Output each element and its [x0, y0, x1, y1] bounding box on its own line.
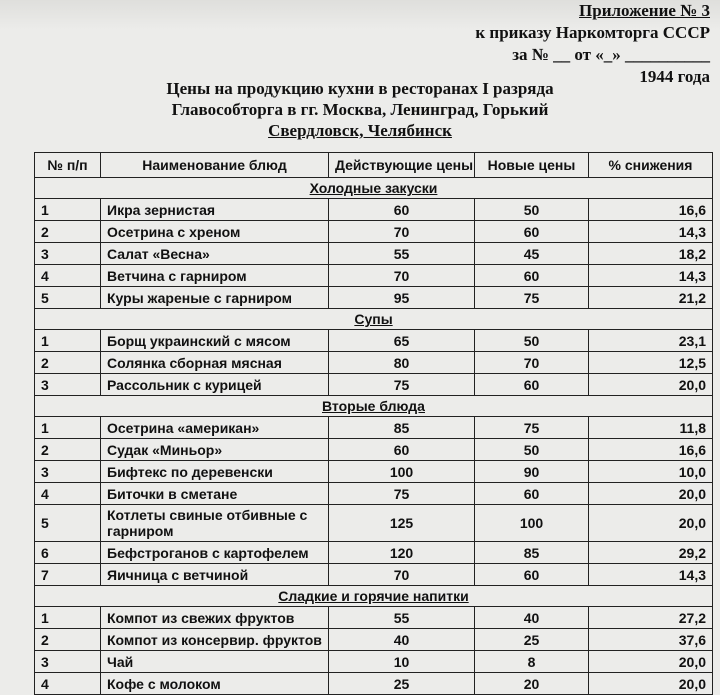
reduction-percent: 37,6 — [589, 629, 713, 651]
dish-name: Осетрина «американ» — [101, 417, 329, 439]
reduction-percent: 14,3 — [589, 564, 713, 586]
reduction-percent: 20,0 — [589, 673, 713, 695]
new-price: 50 — [475, 199, 589, 221]
new-price: 25 — [475, 629, 589, 651]
section-row — [35, 586, 713, 607]
reduction-percent: 12,5 — [589, 352, 713, 374]
reduction-percent: 11,8 — [589, 417, 713, 439]
row-number: 3 — [35, 243, 101, 265]
table-row — [35, 417, 713, 439]
new-price: 8 — [475, 651, 589, 673]
new-price: 75 — [475, 287, 589, 309]
dish-name: Судак «Миньор» — [101, 439, 329, 461]
new-price: 85 — [475, 542, 589, 564]
new-price: 100 — [475, 505, 589, 542]
current-price: 60 — [329, 199, 475, 221]
new-price: 60 — [475, 564, 589, 586]
table-row — [35, 651, 713, 673]
row-number: 2 — [35, 629, 101, 651]
dish-name: Чай — [101, 651, 329, 673]
current-price: 85 — [329, 417, 475, 439]
new-price: 40 — [475, 607, 589, 629]
row-number: 6 — [35, 542, 101, 564]
column-header: % снижения — [589, 153, 713, 178]
title-line-2: Главособторга в гг. Москва, Ленинград, Горький — [171, 100, 549, 119]
row-number: 5 — [35, 287, 101, 309]
row-number: 1 — [35, 199, 101, 221]
current-price: 75 — [329, 374, 475, 396]
dish-name: Биточки в сметане — [101, 483, 329, 505]
row-number: 3 — [35, 651, 101, 673]
table-row — [35, 607, 713, 629]
reduction-percent: 16,6 — [589, 199, 713, 221]
reduction-percent: 27,2 — [589, 607, 713, 629]
section-row — [35, 178, 713, 199]
new-price: 20 — [475, 673, 589, 695]
reduction-percent: 20,0 — [589, 374, 713, 396]
section-title: Сладкие и горячие напитки — [278, 588, 469, 604]
current-price: 95 — [329, 287, 475, 309]
table-row — [35, 265, 713, 287]
table-row — [35, 461, 713, 483]
new-price: 50 — [475, 330, 589, 352]
dish-name: Борщ украинский с мясом — [101, 330, 329, 352]
row-number: 2 — [35, 439, 101, 461]
column-header: Новые цены — [475, 153, 589, 178]
table-row — [35, 542, 713, 564]
section-title: Супы — [354, 311, 393, 327]
dish-name: Солянка сборная мясная — [101, 352, 329, 374]
dish-name: Компот из консервир. фруктов — [101, 629, 329, 651]
column-header: Действующие цены — [329, 153, 475, 178]
row-number: 7 — [35, 564, 101, 586]
reduction-percent: 18,2 — [589, 243, 713, 265]
current-price: 75 — [329, 483, 475, 505]
reduction-percent: 14,3 — [589, 221, 713, 243]
dish-name: Компот из свежих фруктов — [101, 607, 329, 629]
title-line-1: Цены на продукцию кухни в ресторанах I разряда — [166, 79, 554, 98]
row-number: 2 — [35, 352, 101, 374]
dish-name: Котлеты свиные отбивные с гарниром — [101, 505, 329, 542]
dish-name: Салат «Весна» — [101, 243, 329, 265]
section-row — [35, 396, 713, 417]
reduction-percent: 20,0 — [589, 651, 713, 673]
current-price: 10 — [329, 651, 475, 673]
dish-name: Куры жареные с гарниром — [101, 287, 329, 309]
row-number: 4 — [35, 483, 101, 505]
new-price: 70 — [475, 352, 589, 374]
new-price: 50 — [475, 439, 589, 461]
table-row — [35, 483, 713, 505]
dish-name: Бефстроганов с картофелем — [101, 542, 329, 564]
row-number: 3 — [35, 461, 101, 483]
row-number: 4 — [35, 265, 101, 287]
table-row — [35, 439, 713, 461]
section-title: Вторые блюда — [322, 398, 425, 414]
current-price: 80 — [329, 352, 475, 374]
dish-name: Яичница с ветчиной — [101, 564, 329, 586]
current-price: 60 — [329, 439, 475, 461]
table-row — [35, 287, 713, 309]
row-number: 1 — [35, 417, 101, 439]
reduction-percent: 21,2 — [589, 287, 713, 309]
current-price: 70 — [329, 221, 475, 243]
new-price: 60 — [475, 265, 589, 287]
current-price: 55 — [329, 243, 475, 265]
table-row — [35, 199, 713, 221]
dish-name: Кофе с молоком — [101, 673, 329, 695]
current-price: 55 — [329, 607, 475, 629]
new-price: 60 — [475, 374, 589, 396]
row-number: 4 — [35, 673, 101, 695]
table-row — [35, 564, 713, 586]
current-price: 125 — [329, 505, 475, 542]
current-price: 120 — [329, 542, 475, 564]
table-row — [35, 629, 713, 651]
row-number: 3 — [35, 374, 101, 396]
new-price: 60 — [475, 483, 589, 505]
table-row — [35, 243, 713, 265]
table-row — [35, 221, 713, 243]
dish-name: Икра зернистая — [101, 199, 329, 221]
current-price: 70 — [329, 564, 475, 586]
annex-label: Приложение № 3 — [579, 1, 710, 20]
table-row — [35, 330, 713, 352]
reduction-percent: 10,0 — [589, 461, 713, 483]
table-body — [35, 178, 713, 695]
document-header — [410, 0, 710, 88]
column-header: Наименование блюд — [101, 153, 329, 178]
order-year: 1944 года — [639, 67, 710, 86]
reduction-percent: 20,0 — [589, 483, 713, 505]
section-title: Холодные закуски — [309, 180, 438, 196]
row-number: 2 — [35, 221, 101, 243]
table-row — [35, 352, 713, 374]
current-price: 25 — [329, 673, 475, 695]
reduction-percent: 20,0 — [589, 505, 713, 542]
current-price: 65 — [329, 330, 475, 352]
title-line-3: Свердловск, Челябинск — [268, 121, 452, 140]
new-price: 45 — [475, 243, 589, 265]
row-number: 1 — [35, 330, 101, 352]
current-price: 40 — [329, 629, 475, 651]
table-row — [35, 673, 713, 695]
reduction-percent: 16,6 — [589, 439, 713, 461]
reduction-percent: 14,3 — [589, 265, 713, 287]
dish-name: Рассольник с курицей — [101, 374, 329, 396]
current-price: 70 — [329, 265, 475, 287]
row-number: 5 — [35, 505, 101, 542]
reduction-percent: 23,1 — [589, 330, 713, 352]
reduction-percent: 29,2 — [589, 542, 713, 564]
document-title — [140, 78, 580, 141]
current-price: 100 — [329, 461, 475, 483]
dish-name: Осетрина с хреном — [101, 221, 329, 243]
order-reference: к приказу Наркомторга СССР — [475, 23, 710, 42]
row-number: 1 — [35, 607, 101, 629]
section-row — [35, 309, 713, 330]
table-row — [35, 374, 713, 396]
table-header-row — [35, 153, 713, 178]
dish-name: Бифтекс по деревенски — [101, 461, 329, 483]
column-header: № п/п — [35, 153, 101, 178]
order-number-line: за № __ от «_» __________ — [512, 45, 710, 64]
new-price: 60 — [475, 221, 589, 243]
price-table — [34, 152, 713, 695]
dish-name: Ветчина с гарниром — [101, 265, 329, 287]
new-price: 75 — [475, 417, 589, 439]
table-row — [35, 505, 713, 542]
new-price: 90 — [475, 461, 589, 483]
